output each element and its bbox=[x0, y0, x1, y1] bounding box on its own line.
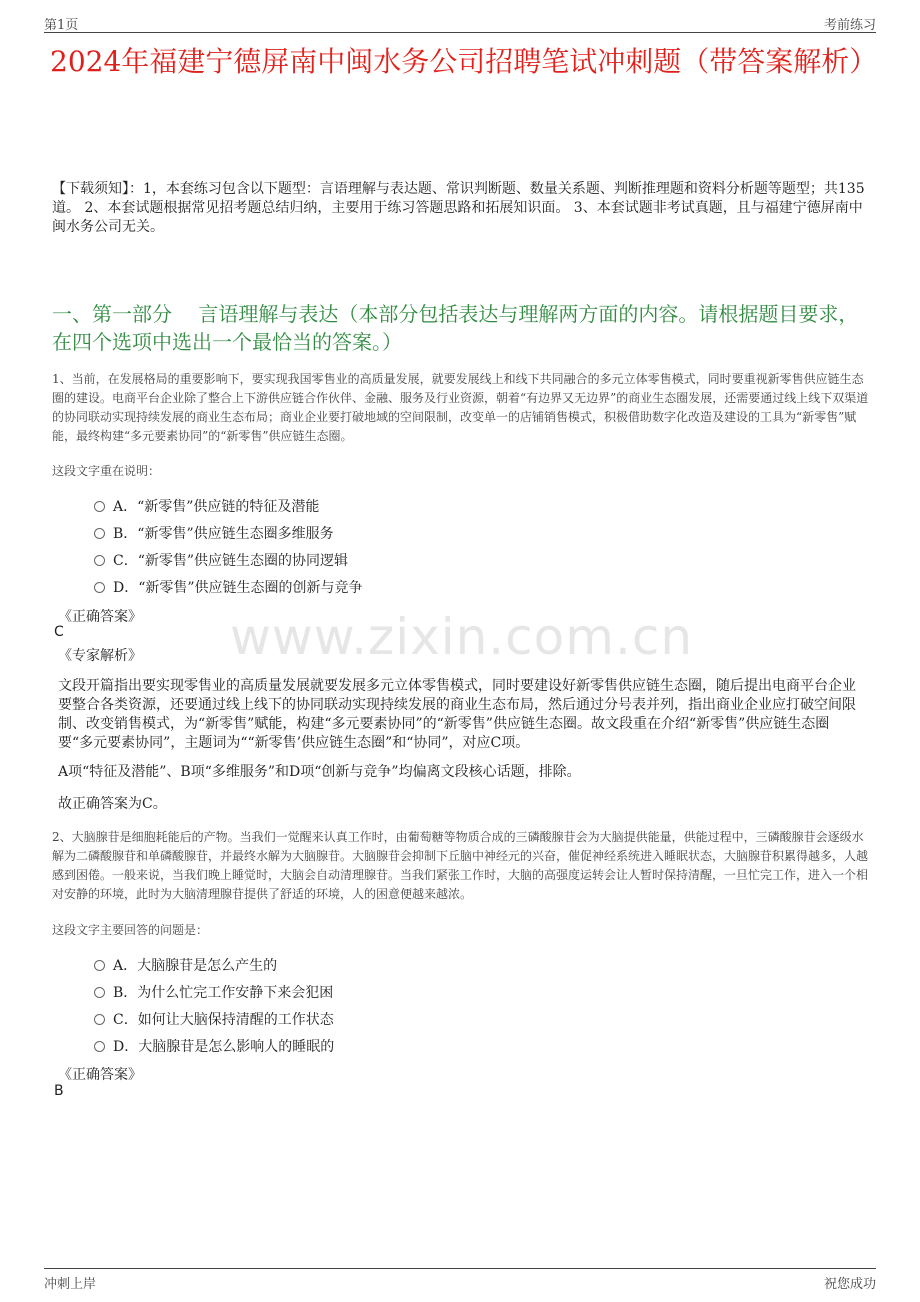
radio-icon[interactable] bbox=[94, 1014, 105, 1025]
radio-icon[interactable] bbox=[94, 582, 105, 593]
radio-icon[interactable] bbox=[94, 555, 105, 566]
question-2-answer: B bbox=[54, 1083, 64, 1099]
page-header bbox=[44, 12, 876, 33]
question-1-prompt: 这段文字重在说明： bbox=[52, 464, 161, 478]
option-label: D．大脑腺苷是怎么影响人的睡眠的 bbox=[113, 1039, 335, 1055]
question-1-analysis-label: 《专家解析》 bbox=[58, 648, 142, 664]
question-2-option-d[interactable] bbox=[94, 1036, 334, 1056]
radio-icon[interactable] bbox=[94, 501, 105, 512]
question-2-answer-label: 《正确答案》 bbox=[58, 1067, 142, 1083]
option-label: B．为什么忙完工作安静下来会犯困 bbox=[113, 985, 334, 1001]
question-1-answer: C bbox=[54, 624, 64, 640]
question-1-analysis-para-1: 文段开篇指出要实现零售业的高质量发展就要发展多元立体零售模式，同时要建设好新零售供应链生态圈，随后提出电商平台企业要整合各类资源，还要通过线上线下的协同联动实现持续发展的商业生态布局，然后通过分号表并列，指出商业企业应打破空间限制、改变销售模式，为“新零售”赋能，构建“多元要素协同”的“新零售”供应链生态圈。故文段重在介绍“新零售”供应链生态圈要“多元要素协同”，主题词为““新零售’供应链生态圈”和“协同”，对应C项。 bbox=[58, 678, 856, 751]
question-2-prompt: 这段文字主要回答的问题是： bbox=[52, 923, 209, 937]
option-label: D．“新零售”供应链生态圈的创新与竞争 bbox=[113, 580, 363, 596]
download-notice: 【下载须知】：1，本套练习包含以下题型：言语理解与表达题、常识判断题、数量关系题、判断推理题和资料分析题等题型；共135道。 2、本套试题根据常见招考题总结归纳，主要用于练习答题思路和拓展知识面。 3、本套试题非考试真题，且与福建宁德屏南中闽水务公司无关。 bbox=[52, 181, 865, 235]
question-1-option-d[interactable] bbox=[94, 577, 363, 597]
question-2-text: 2、大脑腺苷是细胞耗能后的产物。当我们一觉醒来认真工作时，由葡萄糖等物质合成的三磷酸腺苷会为大脑提供能量，供能过程中，三磷酸腺苷会逐级水解为二磷酸腺苷和单磷酸腺苷，并最终水解为大脑腺苷。大脑腺苷会抑制下丘脑中神经元的兴奋，催促神经系统进入睡眠状态，大脑腺苷积累得越多，人越感到困倦。一般来说，当我们晚上睡觉时，大脑会自动清理腺苷。当我们紧张工作时，大脑的高强度运转会让人暂时保持清醒，一旦忙完工作，进入一个相对安静的环境，此时为大脑清理腺苷提供了舒适的环境，人的困意便越来越浓。 bbox=[52, 830, 869, 901]
page-number: 第1页 bbox=[44, 18, 79, 33]
option-label: C．如何让大脑保持清醒的工作状态 bbox=[113, 1012, 334, 1028]
question-1-text: 1、当前，在发展格局的重要影响下，要实现我国零售业的高质量发展，就要发展线上和线下共同融合的多元立体零售模式，同时要重视新零售供应链生态圈的建设。电商平台企业除了整合上下游供应链合作伙伴、金融、服务及行业资源，朝着“有边界又无边界”的商业生态圈发展，还需要通过线上线下双渠道的协同联动实现持续发展的商业生态布局；商业企业要打破地域的空间限制，改变单一的店铺销售模式，积极借助数字化改造及建设的工具为“新零售”赋能，最终构建“多元要素协同”的“新零售”供应链生态圈。 bbox=[52, 372, 869, 443]
option-label: A．大脑腺苷是怎么产生的 bbox=[113, 958, 278, 974]
radio-icon[interactable] bbox=[94, 528, 105, 539]
radio-icon[interactable] bbox=[94, 987, 105, 998]
document-title: 2024年福建宁德屏南中闽水务公司招聘笔试冲刺题（带答案解析） bbox=[50, 45, 878, 78]
question-2-option-b[interactable] bbox=[94, 982, 333, 1002]
question-1-analysis-para-2: A项“特征及潜能”、B项“多维服务”和D项“创新与竞争”均偏离文段核心话题，排除。 bbox=[58, 764, 581, 780]
question-1-analysis-para-3: 故正确答案为C。 bbox=[58, 796, 167, 812]
question-1-option-b[interactable] bbox=[94, 523, 334, 543]
question-1-option-a[interactable] bbox=[94, 496, 319, 516]
option-label: B．“新零售”供应链生态圈多维服务 bbox=[113, 526, 334, 542]
option-label: A．“新零售”供应链的特征及潜能 bbox=[113, 499, 320, 515]
radio-icon[interactable] bbox=[94, 1041, 105, 1052]
page-footer bbox=[44, 1268, 876, 1291]
question-1-answer-label: 《正确答案》 bbox=[58, 609, 142, 625]
watermark: www.zixin.com.cn bbox=[230, 608, 694, 666]
footer-left: 冲刺上岸 bbox=[44, 1277, 97, 1292]
question-1-option-c[interactable] bbox=[94, 550, 348, 570]
option-label: C．“新零售”供应链生态圈的协同逻辑 bbox=[113, 553, 349, 569]
question-2-option-a[interactable] bbox=[94, 955, 277, 975]
radio-icon[interactable] bbox=[94, 960, 105, 971]
footer-right: 祝您成功 bbox=[823, 1277, 876, 1292]
section-heading: 一、第一部分 言语理解与表达（本部分包括表达与理解两方面的内容。请根据题目要求，在四个选项中选出一个最恰当的答案。） bbox=[52, 302, 859, 354]
header-tag: 考前练习 bbox=[823, 18, 876, 33]
question-2-option-c[interactable] bbox=[94, 1009, 334, 1029]
